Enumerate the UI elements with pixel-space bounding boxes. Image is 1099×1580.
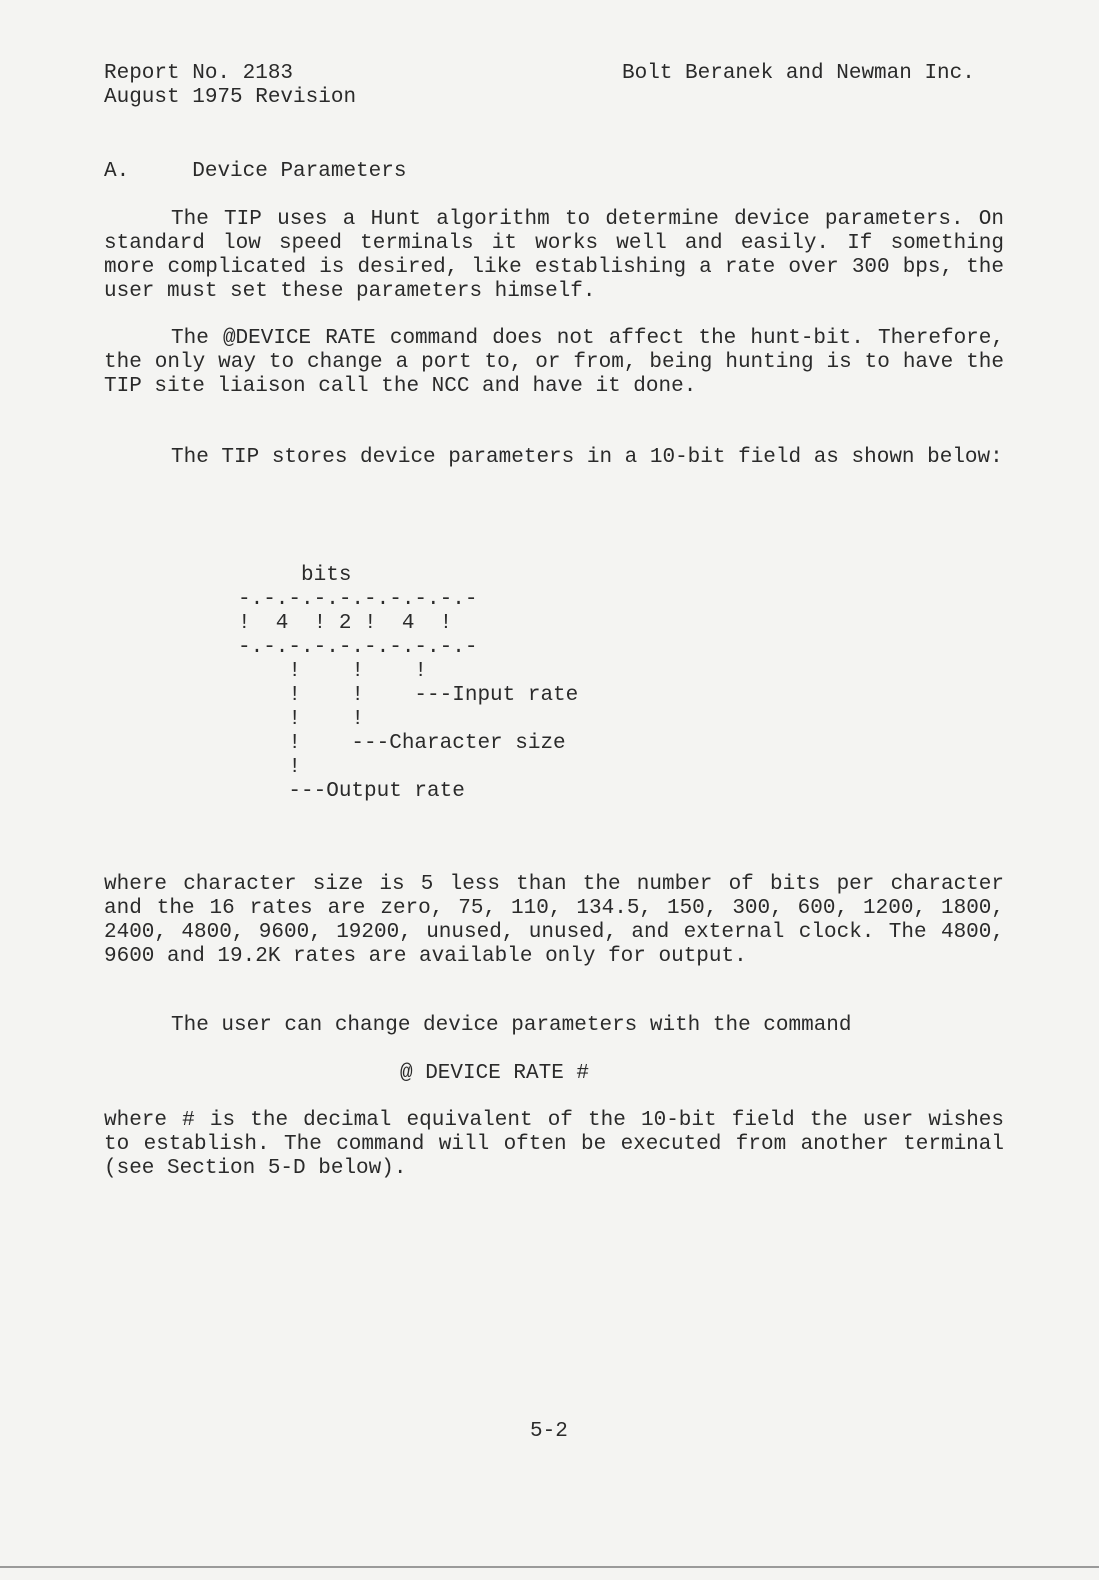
diagram-line: bits — [238, 564, 352, 587]
paragraph-text: The @DEVICE RATE command does not affect the hunt-bit. Therefore, the only way to change a port to, or from, being hunting is to have the TIP site liaison call the NCC and have it done. — [104, 327, 1004, 398]
company-name: Bolt Beranek and Newman Inc. — [622, 62, 975, 85]
report-header-left — [104, 62, 356, 110]
diagram-line: ! ---Character size — [238, 732, 566, 755]
diagram-line: ! ! — [238, 708, 365, 731]
paragraph-text: The TIP stores device parameters in a 10-bit field as shown below: — [171, 446, 1003, 469]
diagram-line: -.-.-.-.-.-.-.-.-.- — [238, 588, 478, 611]
diagram-line: ! 4 ! 2 ! 4 ! — [238, 612, 453, 635]
paragraph-character-size — [104, 873, 1004, 969]
report-number: Report No. 2183 — [104, 62, 294, 85]
diagram-line: ! ! ---Input rate — [238, 684, 579, 707]
paragraph-text: where # is the decimal equivalent of the 10-bit field the user wishes to establish. The command will often be executed from another terminal (see Section 5-D below). — [104, 1109, 1004, 1180]
paragraph-bit-field — [104, 446, 1004, 470]
section-heading — [104, 160, 406, 184]
diagram-line: ! — [238, 756, 302, 779]
revision-date: August 1975 Revision — [104, 86, 357, 109]
paragraph-device-rate — [104, 327, 1004, 399]
diagram-line: ---Output rate — [238, 780, 465, 803]
section-label: A. — [104, 160, 130, 183]
paragraph-hunt-algorithm — [104, 208, 1004, 304]
bit-field-diagram — [238, 564, 578, 804]
paragraph-decimal-equivalent — [104, 1109, 1004, 1181]
paragraph-command-intro — [171, 1014, 971, 1038]
diagram-line: -.-.-.-.-.-.-.-.-.- — [238, 636, 478, 659]
paragraph-text: The user can change device parameters with the command — [171, 1014, 852, 1037]
section-title: Device Parameters — [192, 160, 407, 183]
device-rate-command: @ DEVICE RATE # — [400, 1062, 590, 1085]
paragraph-text: The TIP uses a Hunt algorithm to determine device parameters. On standard low speed terminals it works well and easily. If something more complicated is desired, like establishing a rate over 300 bps, the user must set these parameters himself. — [104, 208, 1004, 303]
page-number: 5-2 — [530, 1420, 568, 1443]
paragraph-text: where character size is 5 less than the number of bits per character and the 16 rates are zero, 75, 110, 134.5, 150, 300, 600, 1200, 1800, 2400, 4800, 9600, 19200, unused, unused, and external clock. The 4800, 9600 and 19.2K rates are available only for output. — [104, 873, 1004, 968]
diagram-line: ! ! ! — [238, 660, 428, 683]
bottom-divider — [0, 1566, 1099, 1568]
